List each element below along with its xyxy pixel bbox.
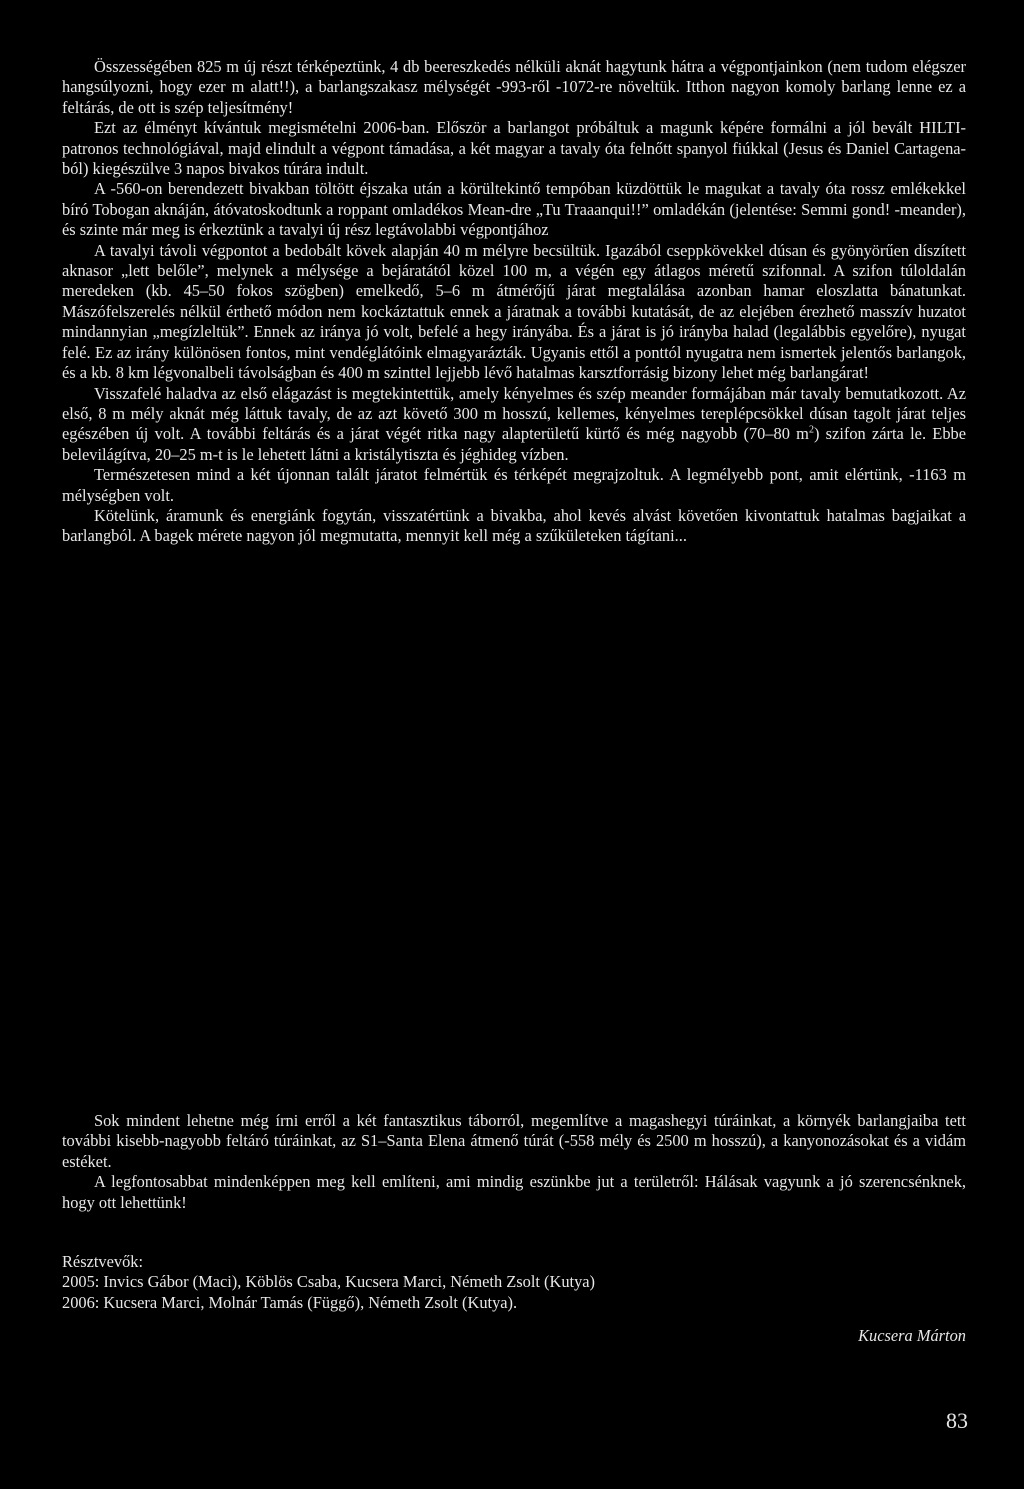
paragraph-text: Visszafelé haladva az első elágazást is megtekintettük, amely kényelmes és szép meander formájában már tavaly bemutatkozott. Az első, 8 m mély aknát még láttuk tavaly, de az azt követő 300 m hosszú, kellemes, kényelmes tereplépcsökkel dúsan tagolt járat teljes egészében új volt. A további feltárás és a járat végét ritka nagy alapterületű kürtő és még nagyobb (70–80 m <box>62 383 966 444</box>
paragraph: Összességében 825 m új részt térképeztünk, 4 db beereszkedés nélküli aknát hagytunk hátra a végpontjainkon (nem tudom elégszer hangsúlyozni, hogy ezer m alatt!!), a barlangszakasz mélységét -993-ről -1072-re növeltük. Itthon nagyon komoly barlang lenne ez a feltárás, de ott is szép teljesítmény! <box>62 57 966 117</box>
paragraph: Ezt az élményt kívántuk megismételni 2006-ban. Először a barlangot próbáltuk a magunk képére formálni a jól bevált HILTI-patronos technológiával, majd elindult a végpont támadása, a két magyar a tavaly óta felnőtt spanyol fiúkkal (Jesus és Daniel Cartagena-ból) kiegészülve 3 napos bivakos túrára indult. <box>62 118 966 179</box>
superscript: 2 <box>808 424 814 436</box>
paragraph: Kötelünk, áramunk és energiánk fogytán, visszatértünk a bivakba, ahol kevés alvást követően kivontattuk hatalmas bagjaikat a barlangból. A bagek mérete nagyon jól megmutatta, mennyit kell még a szűkületeken tágítani... <box>62 505 966 546</box>
article-body-top <box>62 57 966 547</box>
paragraph-text-tail: ) szifon zárta le. Ebbe belevilágítva, 20–25 m-t is le lehetett látni a kristálytiszta és jéghideg vízben. <box>62 424 966 464</box>
author-signature: Kucsera Márton <box>858 1326 966 1345</box>
paragraph: A -560-on berendezett bivakban töltött éjszaka után a körültekintő tempóban küzdöttük le magukat a tavaly óta rossz emlékekkel bíró Tobogan aknáján, átóvatoskodtunk a roppant omladékos Mean-dre „Tu Traaanqui!!” omladékán (jelentése: Semmi gond! -meander), és szinte már meg is érkeztünk a tavalyi új rész legtávolabbi végpontjához <box>62 179 966 240</box>
article-body-bottom <box>62 1111 966 1213</box>
page-number: 83 <box>946 1408 968 1433</box>
paragraph: A tavalyi távoli végpontot a bedobált kövek alapján 40 m mélyre becsültük. Igazából cseppkövekkel dúsan és gyönyörűen díszített aknasor „lett belőle”, melynek a mélysége a bejáratától közel 100 m, a végén egy átlagos méretű szifonnal. A szifon túloldalán meredeken (kb. 45–50 fokos szögben) emelkedő, 5–6 m átmérőjű járat megtalálása azonban hamar eloszlatta bánatunkat. Mászófelszerelés nélkül érthető módon nem kockáztattuk ennek a járatnak a további kutatását, de az elejében érezhető masszív huzatot mindannyian „megízleltük”. Ennek az iránya jó volt, befelé a hegy irányába. És a járat is jó irányba halad (legalábbis egyelőre), nyugat felé. Ez az irány különösen fontos, mint vendéglátóink elmagyarázták. Ugyanis ettől a ponttól nyugatra nem ismertek jelentős barlangok, és a kb. 8 km légvonalbeli távolságban és 400 m szinttel lejjebb lévő hatalmas karsztforrásig bizony lehet még barlangárat! <box>62 240 966 383</box>
paragraph: A legfontosabbat mindenképpen meg kell említeni, ami mindig eszünkbe jut a területről: Hálásak vagyunk a jó szerencsénknek, hogy ott lehettünk! <box>62 1172 966 1212</box>
participants-heading: Résztvevők: <box>62 1252 144 1271</box>
participants-list <box>62 1250 966 1313</box>
paragraph <box>62 384 966 466</box>
paragraph: Természetesen mind a két újonnan talált járatot felmértük és térképét megrajzoltuk. A legmélyebb pont, amit elértünk, -1163 m mélységben volt. <box>62 465 966 505</box>
participants-2005: 2005: Invics Gábor (Maci), Köblös Csaba, Kucsera Marci, Németh Zsolt (Kutya) <box>62 1272 596 1292</box>
paragraph: Sok mindent lehetne még írni erről a két fantasztikus táborról, megemlítve a magashegyi túráinkat, a környék barlangjaiba tett további kisebb-nagyobb feltáró túráinkat, az S1–Santa Elena átmenő túrát (-558 mély és 2500 m hosszú), a kanyonozásokat és a vidám estéket. <box>62 1111 966 1171</box>
participants-2006: 2006: Kucsera Marci, Molnár Tamás (Függő), Németh Zsolt (Kutya). <box>62 1292 518 1312</box>
